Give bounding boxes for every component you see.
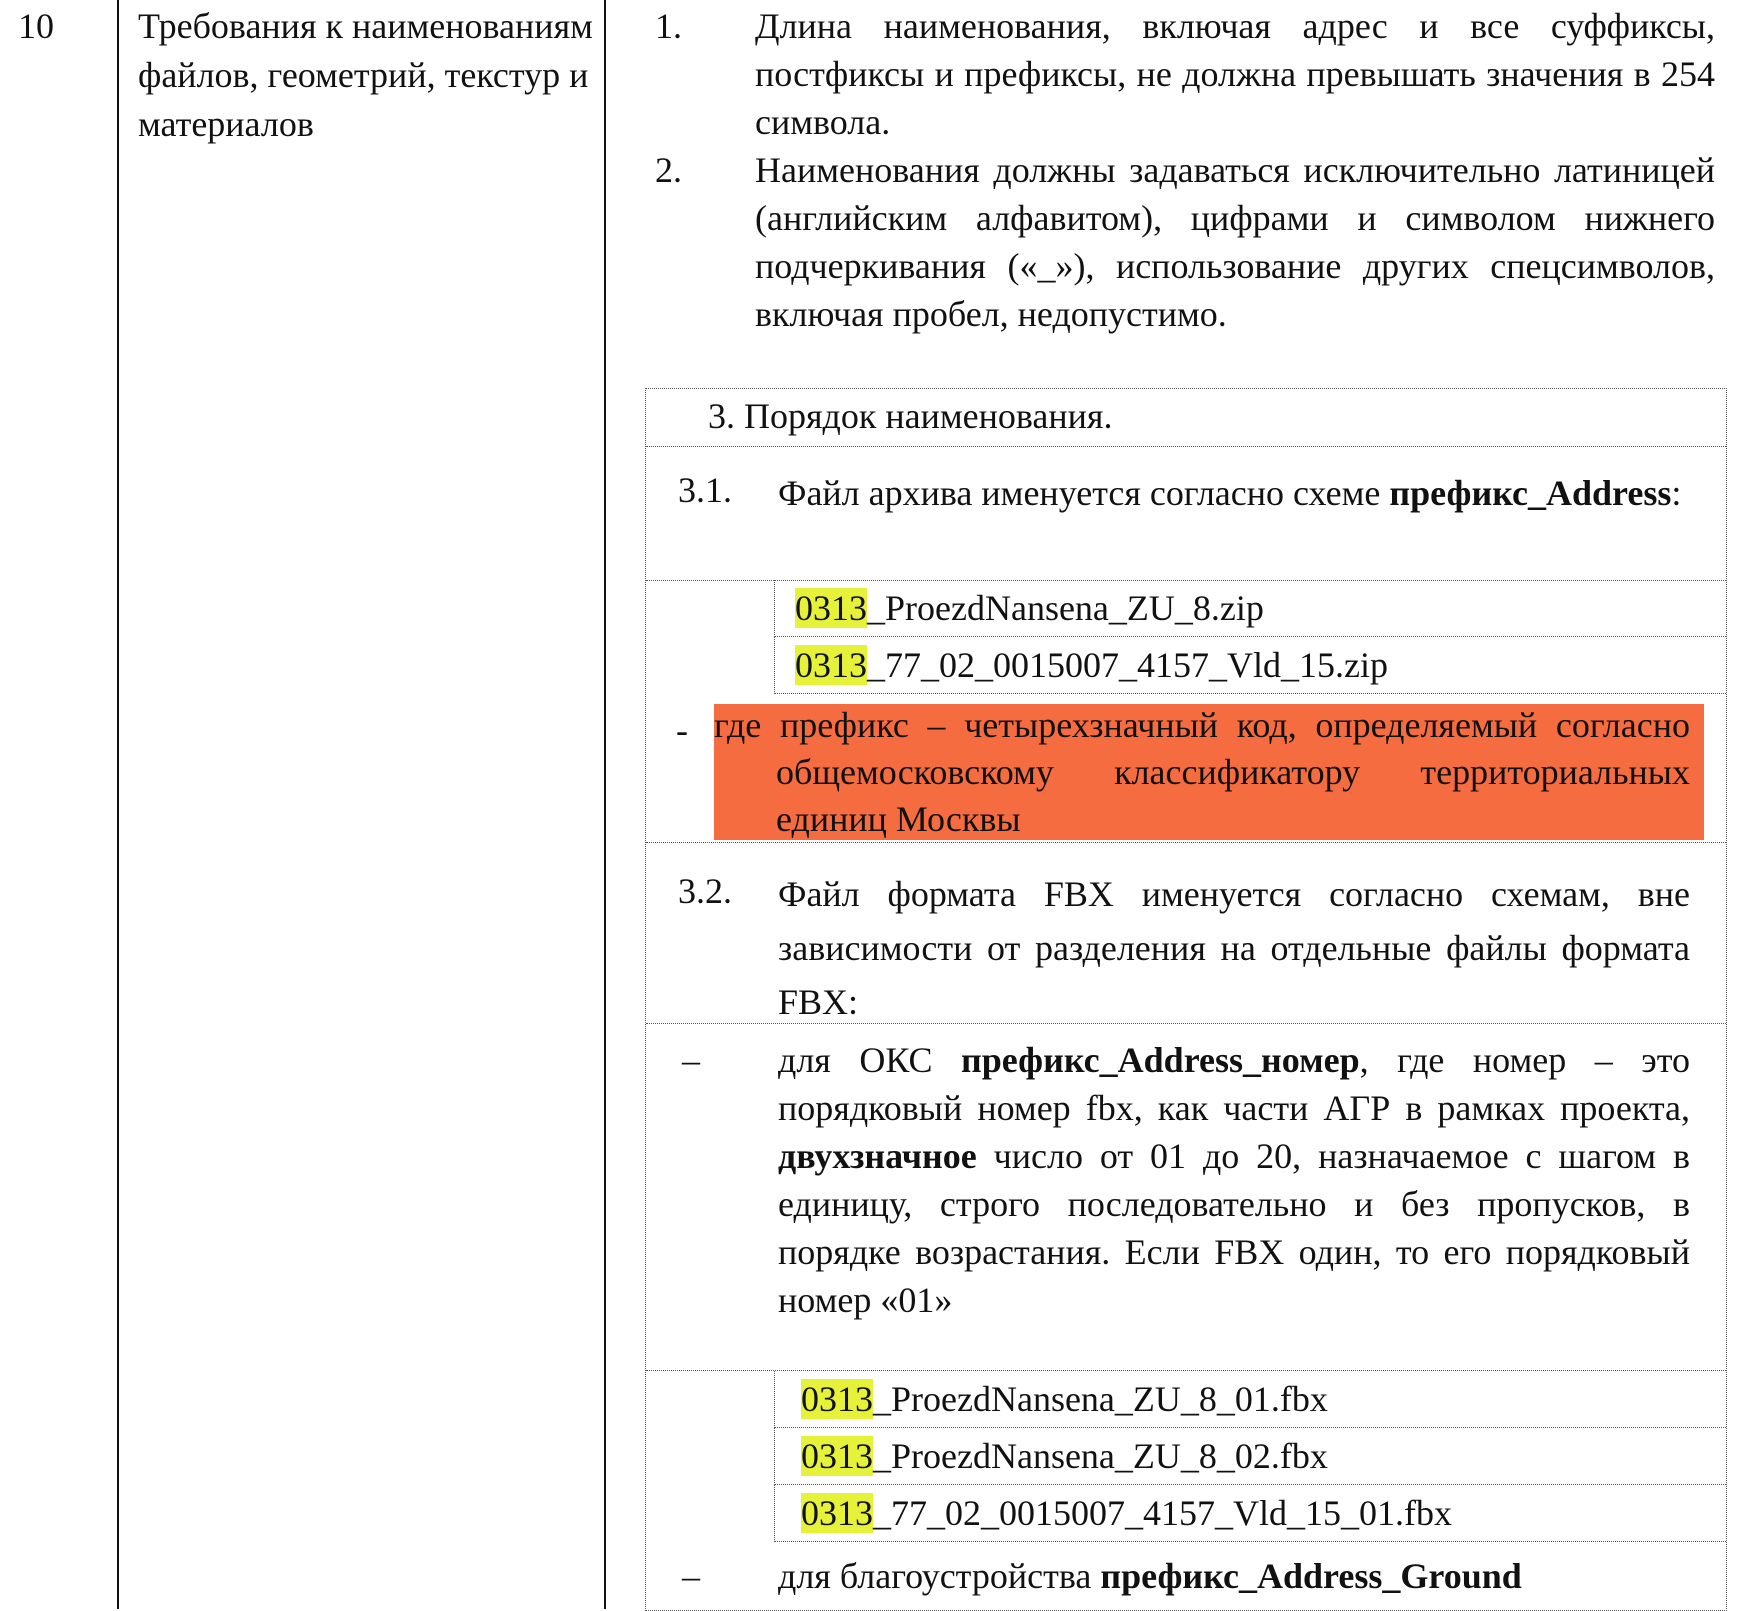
- oks-scheme: префикс_Address_номер: [961, 1040, 1360, 1080]
- zip-example-row-2: [774, 637, 1726, 694]
- oks-bold-two-digit: двухзначное: [778, 1136, 977, 1176]
- item-2: [655, 146, 1715, 338]
- ground-row: [646, 1542, 1726, 1608]
- naming-order-table: [645, 388, 1727, 1611]
- s32-row: [646, 843, 1726, 1024]
- s31-scheme: префикс_Address: [1389, 473, 1672, 513]
- oks-row: [646, 1024, 1726, 1371]
- item-2-text: Наименования должны задаваться исключительно латиницей (английским алфавитом), цифрами и символом нижнего подчеркивания («_»), использование других спецсимволов, включая пробел, недопустимо.: [755, 150, 1715, 334]
- oks-dash: –: [682, 1040, 700, 1080]
- prefix-note-text: где префикс – четырехзначный код, определяемый согласно общемосковскому классификатору территориальных единиц Москвы: [714, 705, 1690, 839]
- zip-example-2-rest: _77_02_0015007_4157_Vld_15.zip: [867, 645, 1388, 685]
- fbx-example-2-rest: _ProezdNansena_ZU_8_02.fbx: [873, 1436, 1328, 1476]
- s32-text: Файл формата FBX именуется согласно схемам, вне зависимости от разделения на отдельные файлы формата FBX:: [778, 874, 1690, 1022]
- fbx-example-1-rest: _ProezdNansena_ZU_8_01.fbx: [873, 1379, 1328, 1419]
- fbx-example-1-prefix: 0313: [801, 1379, 873, 1419]
- zip-example-2: [795, 641, 1388, 689]
- fbx-example-1: [801, 1375, 1328, 1423]
- item-1-text: Длина наименования, включая адрес и все суффиксы, постфиксы и префиксы, не должна превышать значения в 254 символа.: [755, 6, 1715, 142]
- column-divider-1: [117, 0, 119, 1609]
- ground-pre: для благоустройства: [778, 1556, 1101, 1596]
- requirement-items: [655, 2, 1715, 338]
- fbx-example-3-prefix: 0313: [801, 1493, 873, 1533]
- zip-example-1-prefix: 0313: [795, 588, 867, 628]
- s31-colon: :: [1671, 473, 1682, 513]
- zip-example-row-1: [774, 580, 1726, 637]
- fbx-example-3-rest: _77_02_0015007_4157_Vld_15_01.fbx: [873, 1493, 1452, 1533]
- s31-body: Файл архива именуется согласно схеме: [778, 473, 1390, 513]
- s31-row: [646, 446, 1726, 581]
- section3-title-row: [646, 389, 1726, 447]
- fbx-example-row-2: [774, 1428, 1726, 1485]
- fbx-example-row-3: [774, 1485, 1726, 1542]
- item-1: [655, 2, 1715, 146]
- oks-mid: , где номер – это порядковый номер fbx, как части АГР в рамках проекта,: [778, 1040, 1690, 1128]
- s32-number: 3.2.: [678, 871, 732, 911]
- fbx-example-2: [801, 1432, 1328, 1480]
- zip-example-1-rest: _ProezdNansena_ZU_8.zip: [867, 588, 1264, 628]
- zip-example-2-prefix: 0313: [795, 645, 867, 685]
- oks-text: [778, 1036, 1690, 1324]
- ground-text: [778, 1552, 1522, 1600]
- ground-scheme: префикс_Address_Ground: [1100, 1556, 1522, 1596]
- oks-post: число от 01 до 20, назначаемое с шагом в единицу, строго последовательно и без пропусков, в порядке возрастания. Если FBX один, то его порядковый номер «01»: [778, 1136, 1690, 1320]
- item-1-number: 1.: [655, 6, 682, 46]
- fbx-example-2-prefix: 0313: [801, 1436, 873, 1476]
- column-divider-2: [604, 0, 606, 1609]
- ground-dash: –: [682, 1556, 700, 1596]
- oks-pre: для ОКС: [778, 1040, 961, 1080]
- item-2-number: 2.: [655, 150, 682, 190]
- requirement-title: Требования к наименованиям файлов, геометрий, текстур и материалов: [138, 6, 593, 144]
- row-number: 10: [18, 6, 54, 46]
- fbx-example-3: [801, 1489, 1452, 1537]
- fbx-example-row-1: [774, 1371, 1726, 1428]
- prefix-note-row: [646, 694, 1726, 843]
- zip-example-1: [795, 584, 1264, 632]
- prefix-note: [714, 702, 1690, 843]
- s31-number: 3.1.: [678, 470, 732, 510]
- section3-title: 3. Порядок наименования.: [708, 396, 1113, 436]
- prefix-note-dash: -: [676, 710, 688, 750]
- s31-text: [778, 466, 1690, 520]
